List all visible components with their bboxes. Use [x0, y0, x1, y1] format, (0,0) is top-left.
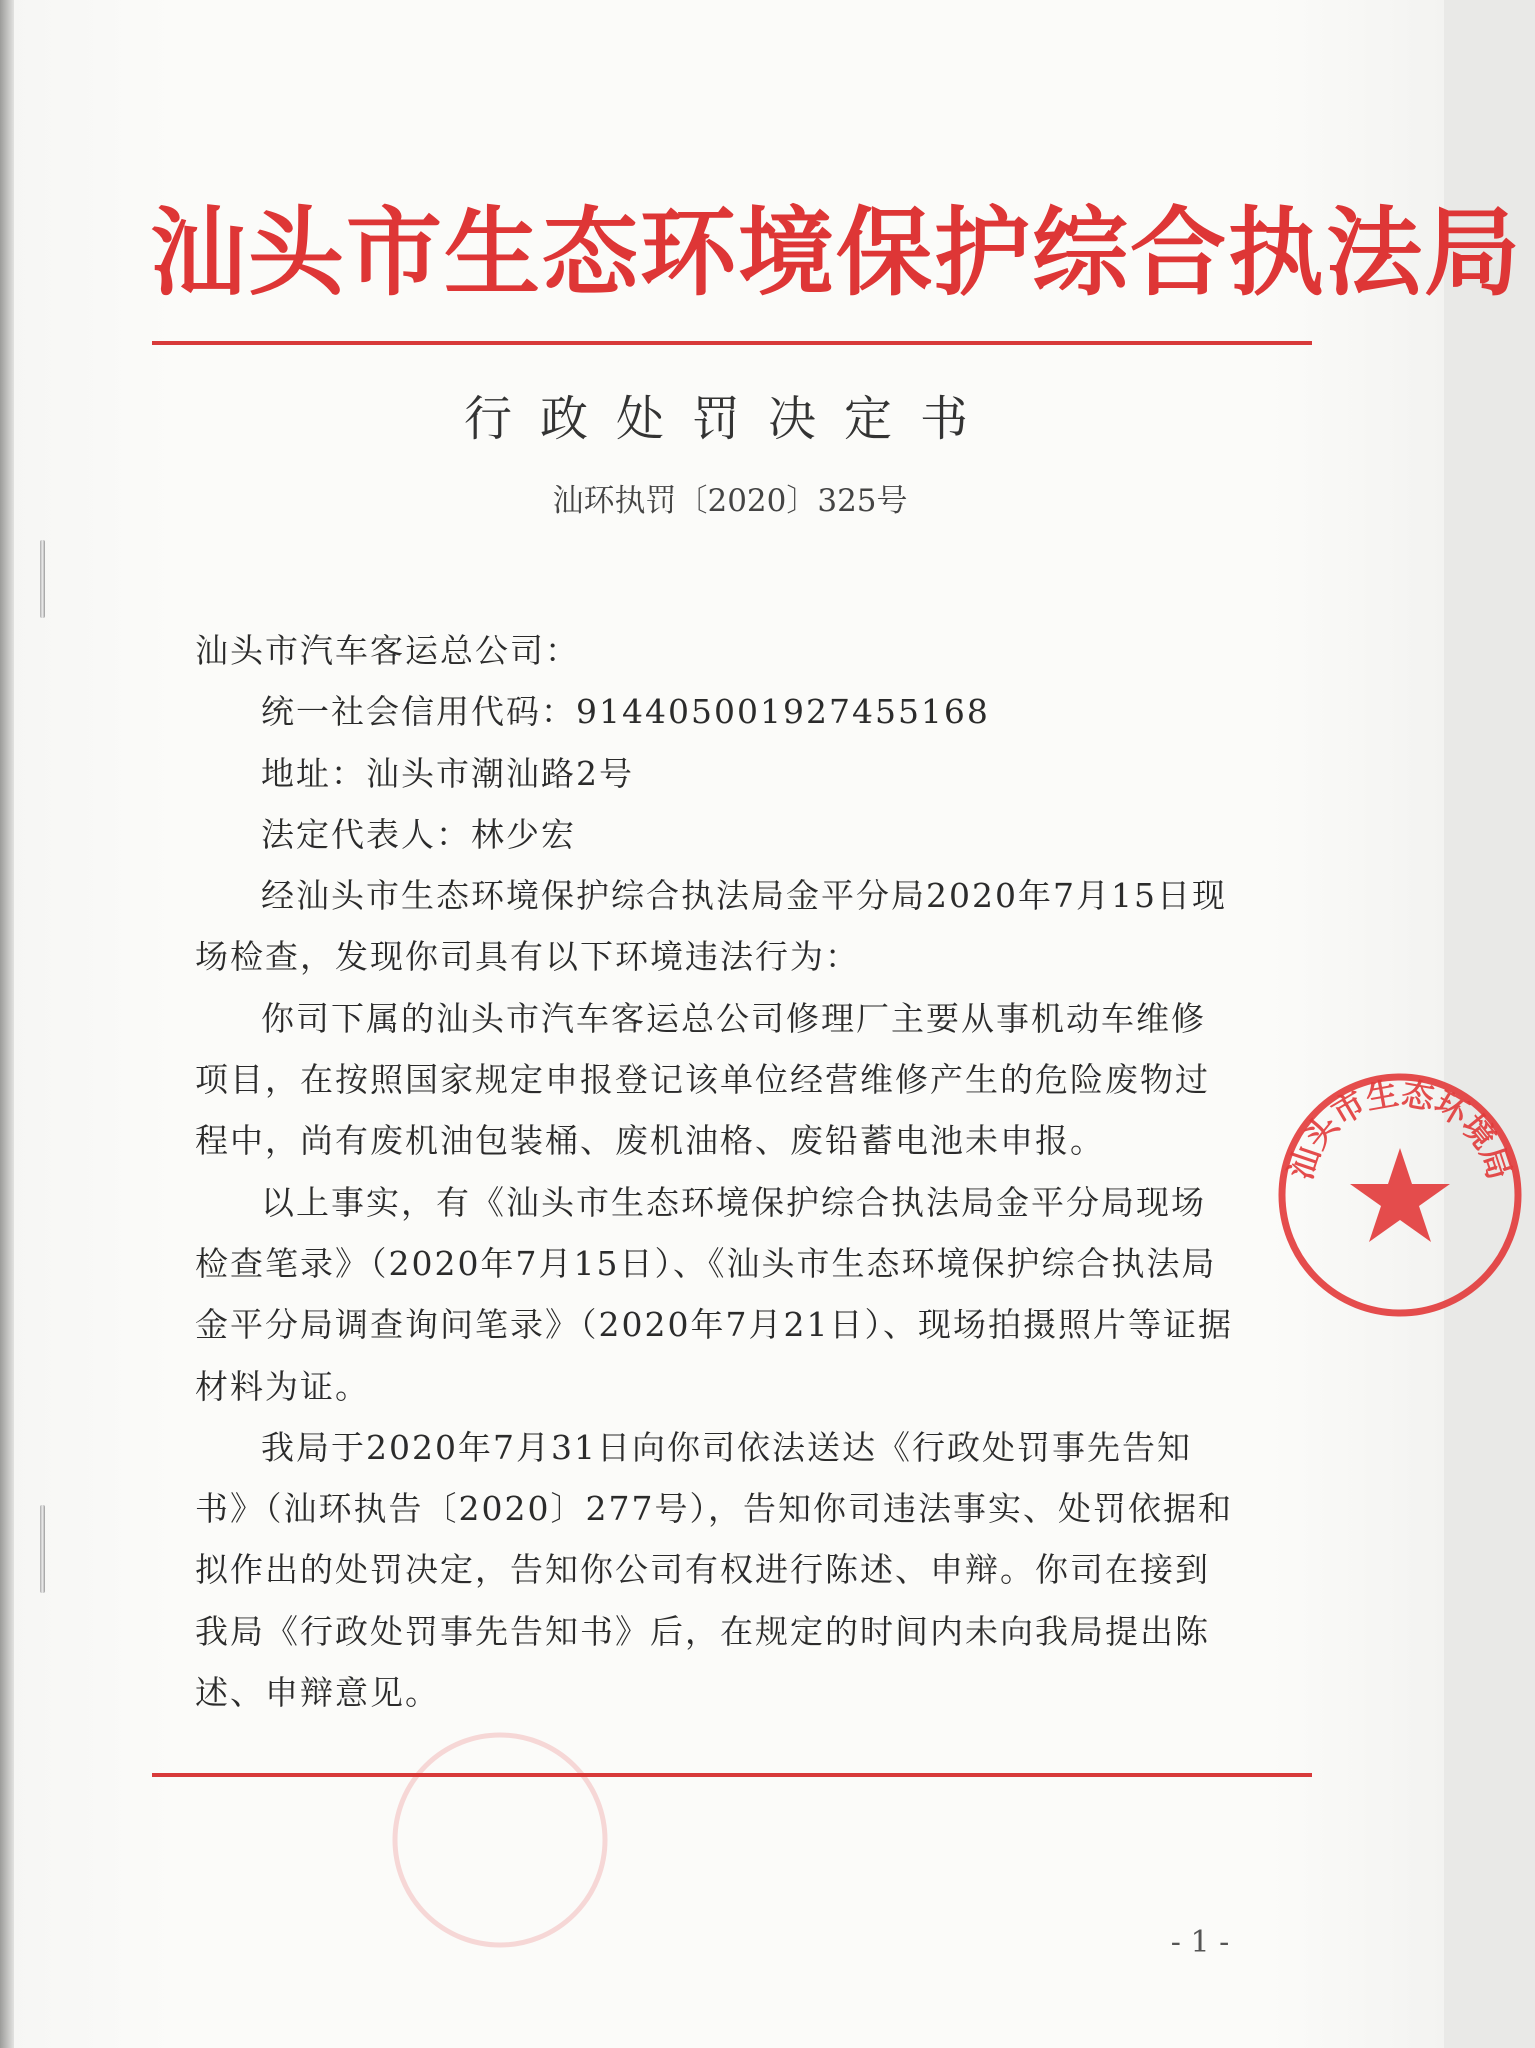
- body-paragraph: 我局于2020年7月31日向你司依法送达《行政处罚事先告知书》（汕环执告〔2020〕277号），告知你司违法事实、处罚依据和拟作出的处罚决定，告知你公司有权进行陈述、申辩。你司在接到我局《行政处罚事先告知书》后，在规定的时间内未向我局提出陈述、申辩意见。: [195, 1427, 1233, 1713]
- document-title: 行政处罚决定书: [463, 391, 996, 447]
- page-number: - 1 -: [1170, 1925, 1230, 1960]
- body-paragraph: 你司下属的汕头市汽车客运总公司修理厂主要从事机动车维修项目，在按照国家规定申报登记该单位经营维修产生的危险废物过程中，尚有废机油包装桶、废机油格、废铅蓄电池未申报。: [195, 998, 1210, 1161]
- faint-seal-bleedthrough: [370, 1720, 630, 1910]
- body-paragraph: 经汕头市生态环境保护综合执法局金平分局2020年7月15日现场检查，发现你司具有以下环境违法行为：: [195, 876, 1227, 977]
- document-body: [195, 620, 1240, 1723]
- staple-top: [40, 540, 45, 618]
- address-line: 地址：汕头市潮汕路2号: [261, 753, 634, 793]
- header-red-rule: [152, 341, 1312, 345]
- body-paragraph: 以上事实，有《汕头市生态环境保护综合执法局金平分局现场检查笔录》（2020年7月15日）、《汕头市生态环境保护综合执法局金平分局调查询问笔录》（2020年7月21日）、现场拍摄照片等证据材料为证。: [195, 1182, 1233, 1406]
- credit-code-line: 统一社会信用代码：914405001927455168: [261, 692, 990, 732]
- official-seal: [1265, 1060, 1535, 1330]
- staple-bottom: [40, 1505, 45, 1593]
- scan-edge-shadow: [0, 0, 14, 2048]
- recipient-line: 汕头市汽车客运总公司：: [195, 631, 580, 670]
- seal-text: 汕头市生态环境局: [1281, 1074, 1519, 1185]
- legal-rep-line: 法定代表人：林少宏: [261, 814, 576, 854]
- agency-title: 汕头市生态环境保护综合执法局: [150, 196, 1522, 309]
- document-number: 汕环执罚〔2020〕325号: [552, 483, 908, 519]
- footer-red-rule: [152, 1773, 1312, 1777]
- seal-star-icon: [1350, 1148, 1450, 1242]
